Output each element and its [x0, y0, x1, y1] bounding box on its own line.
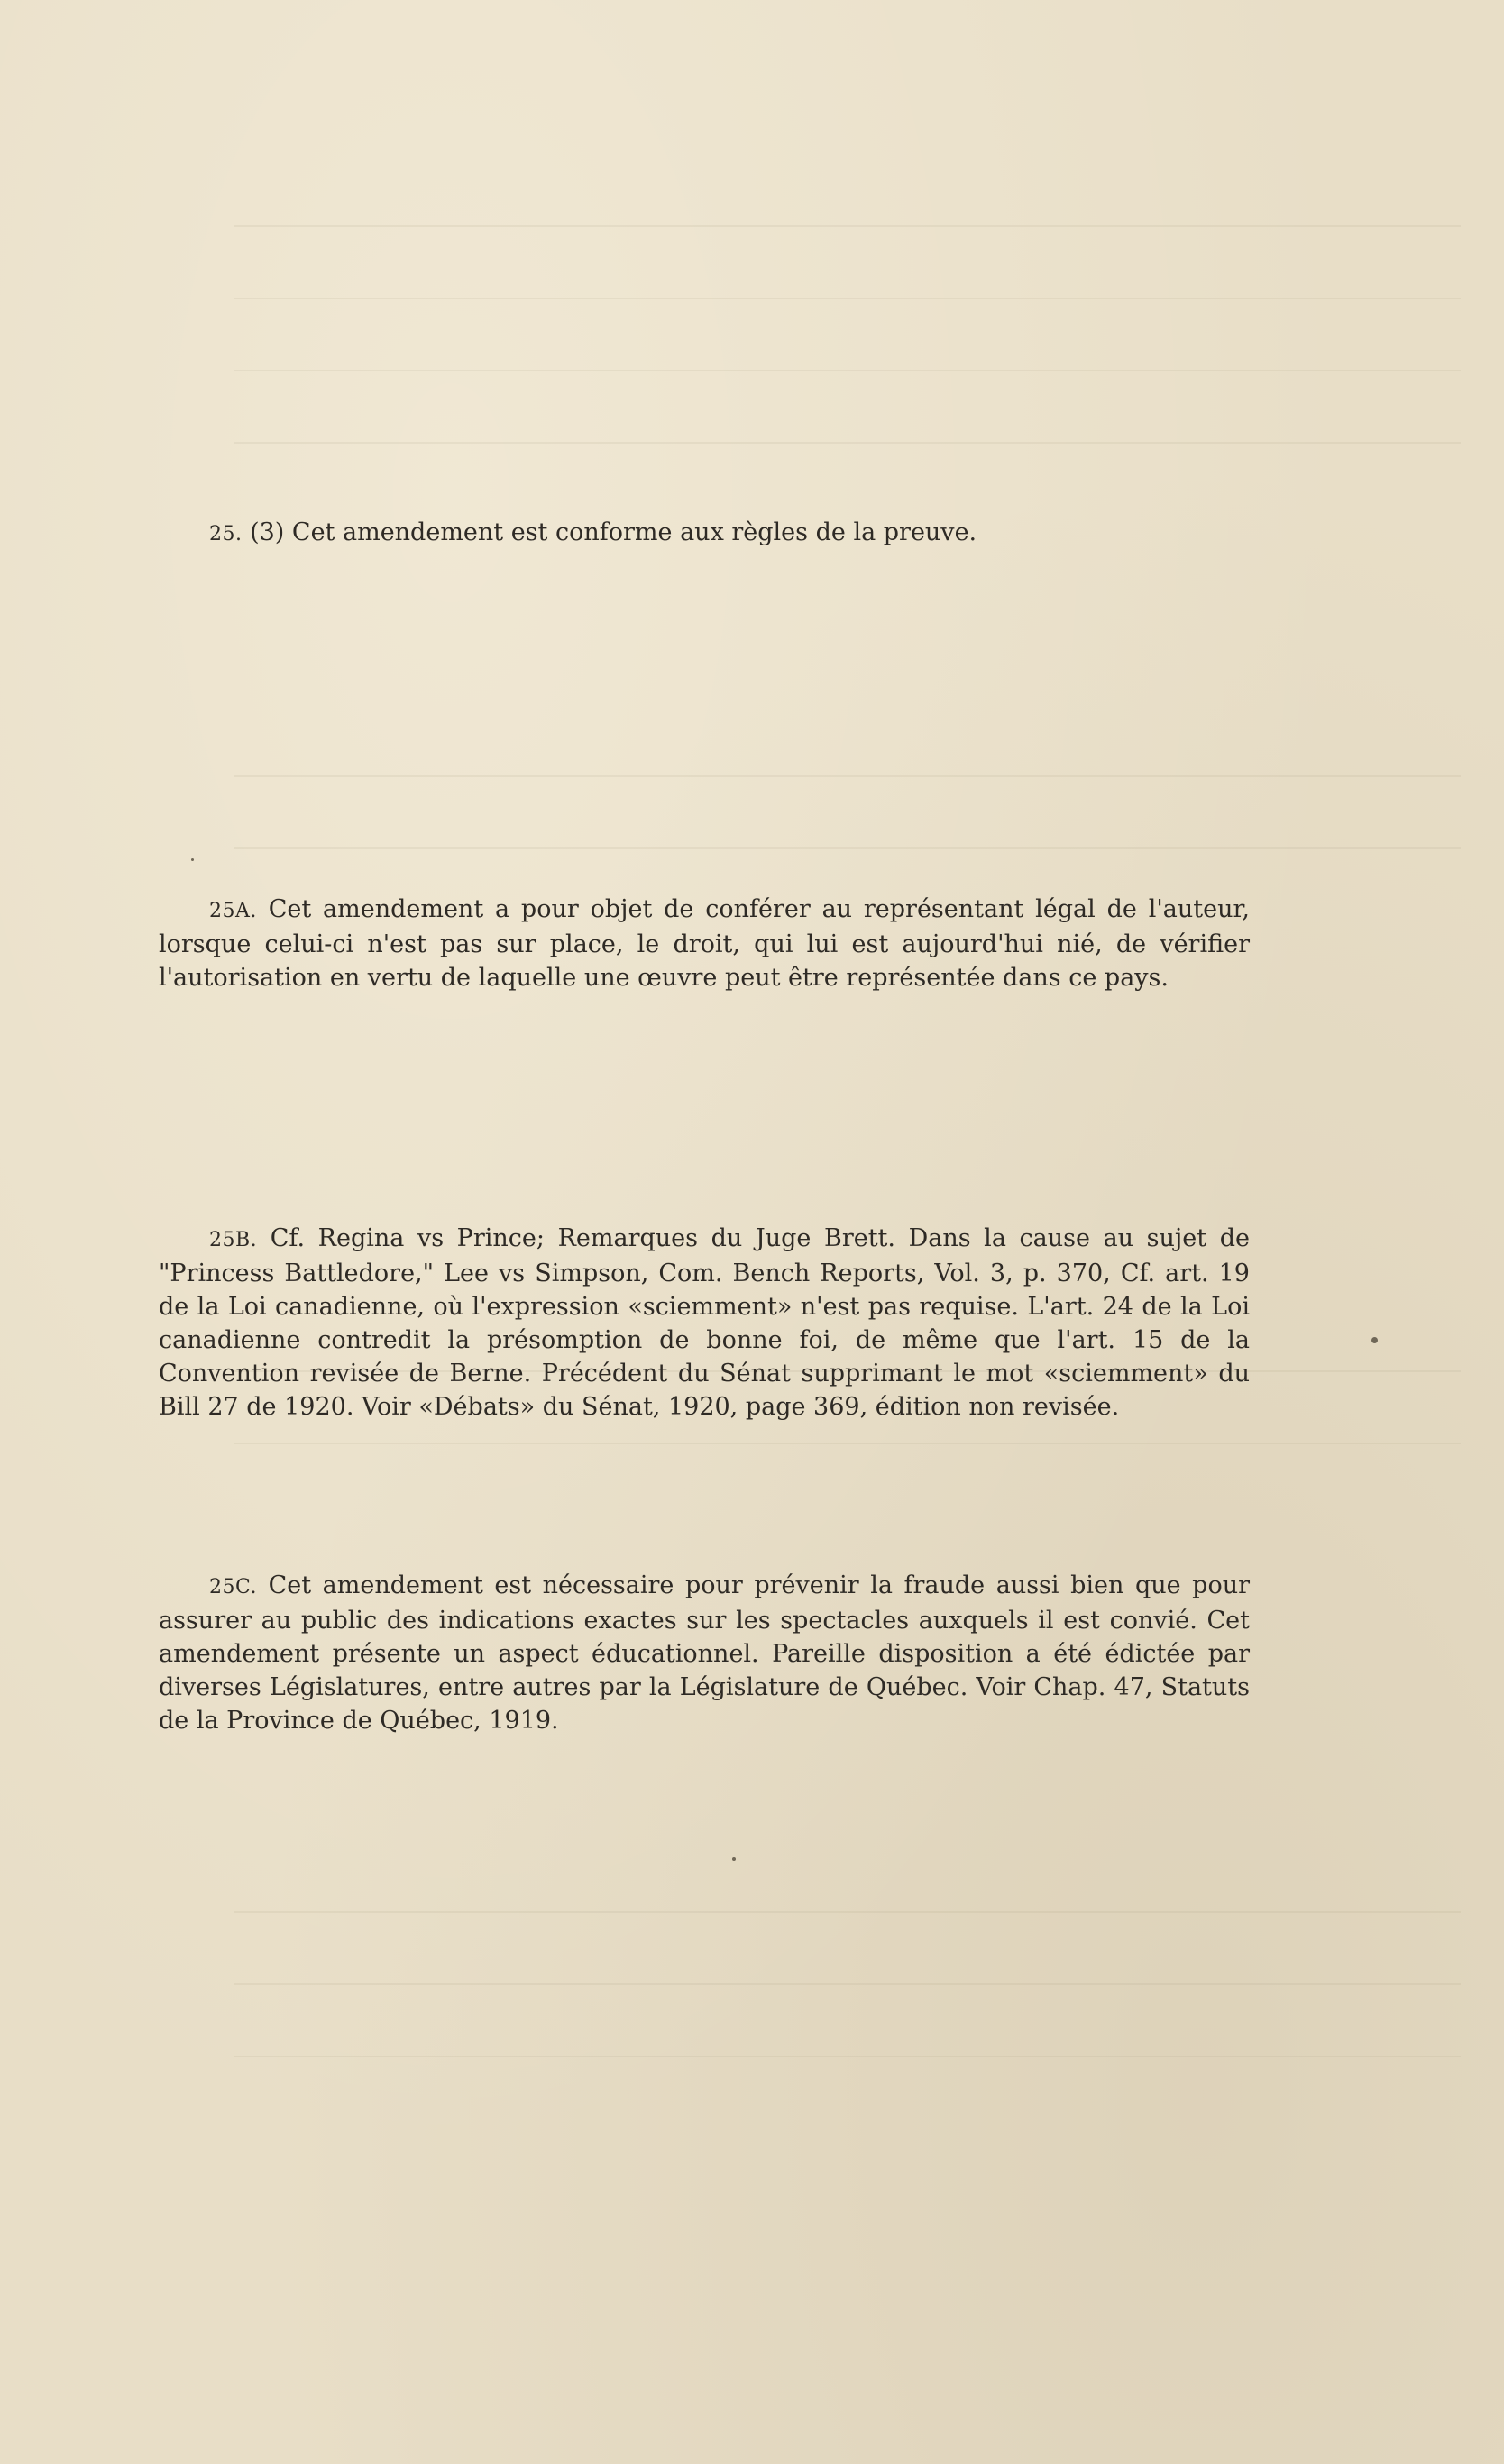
show-through-line [234, 442, 1461, 444]
show-through-line [234, 225, 1461, 227]
note-number: 25A. [209, 900, 257, 922]
ink-speck [191, 858, 194, 861]
note-text: Cet amendement a pour objet de conférer au représentant légal de l'auteur, lorsque celui-ci n'est pas sur place, le droit, qui lui est aujourd'hui nié, de vérifier l'autorisation en vertu de laquelle une œuvre peut être représentée dans ce pays. [159, 895, 1250, 992]
note-25b [159, 1222, 1250, 1424]
note-text: Cet amendement est nécessaire pour prévenir la fraude aussi bien que pour assurer au public des indications exactes sur les spectacles auxquels il est convié. Cet amendement présente un aspect éducationnel. Pareille disposition a été édictée par diverses Législatures, entre autres par la Législature de Québec. Voir Chap. 47, Statuts de la Province de Québec, 1919. [159, 1571, 1250, 1735]
show-through-line [234, 370, 1461, 371]
note-text: (3) Cet amendement est conforme aux règles de la preuve. [250, 518, 977, 546]
note-25 [159, 516, 1250, 551]
note-25a [159, 893, 1250, 994]
show-through-line [234, 1911, 1461, 1913]
note-25c [159, 1569, 1250, 1737]
show-through-line [234, 1443, 1461, 1444]
show-through-line [234, 775, 1461, 777]
ink-speck [732, 1857, 736, 1861]
note-number: 25B. [209, 1229, 258, 1251]
note-text: Cf. Regina vs Prince; Remarques du Juge Brett. Dans la cause au sujet de "Princess Battledore," Lee vs Simpson, Com. Bench Reports, Vol. 3, p. 370, Cf. art. 19 de la Loi canadienne, où l'expression «sciemment» n'est pas requise. L'art. 24 de la Loi canadienne contredit la présomption de bonne foi, de même que l'art. 15 de la Convention revisée de Berne. Précédent du Sénat supprimant le mot «sciemment» du Bill 27 de 1920. Voir «Débats» du Sénat, 1920, page 369, édition non revisée. [159, 1224, 1250, 1421]
show-through-line [234, 298, 1461, 299]
note-number: 25. [209, 523, 243, 545]
show-through-line [234, 2056, 1461, 2057]
show-through-line [234, 847, 1461, 849]
note-number: 25C. [209, 1576, 258, 1598]
ink-speck [1371, 1337, 1378, 1343]
show-through-line [234, 1983, 1461, 1985]
